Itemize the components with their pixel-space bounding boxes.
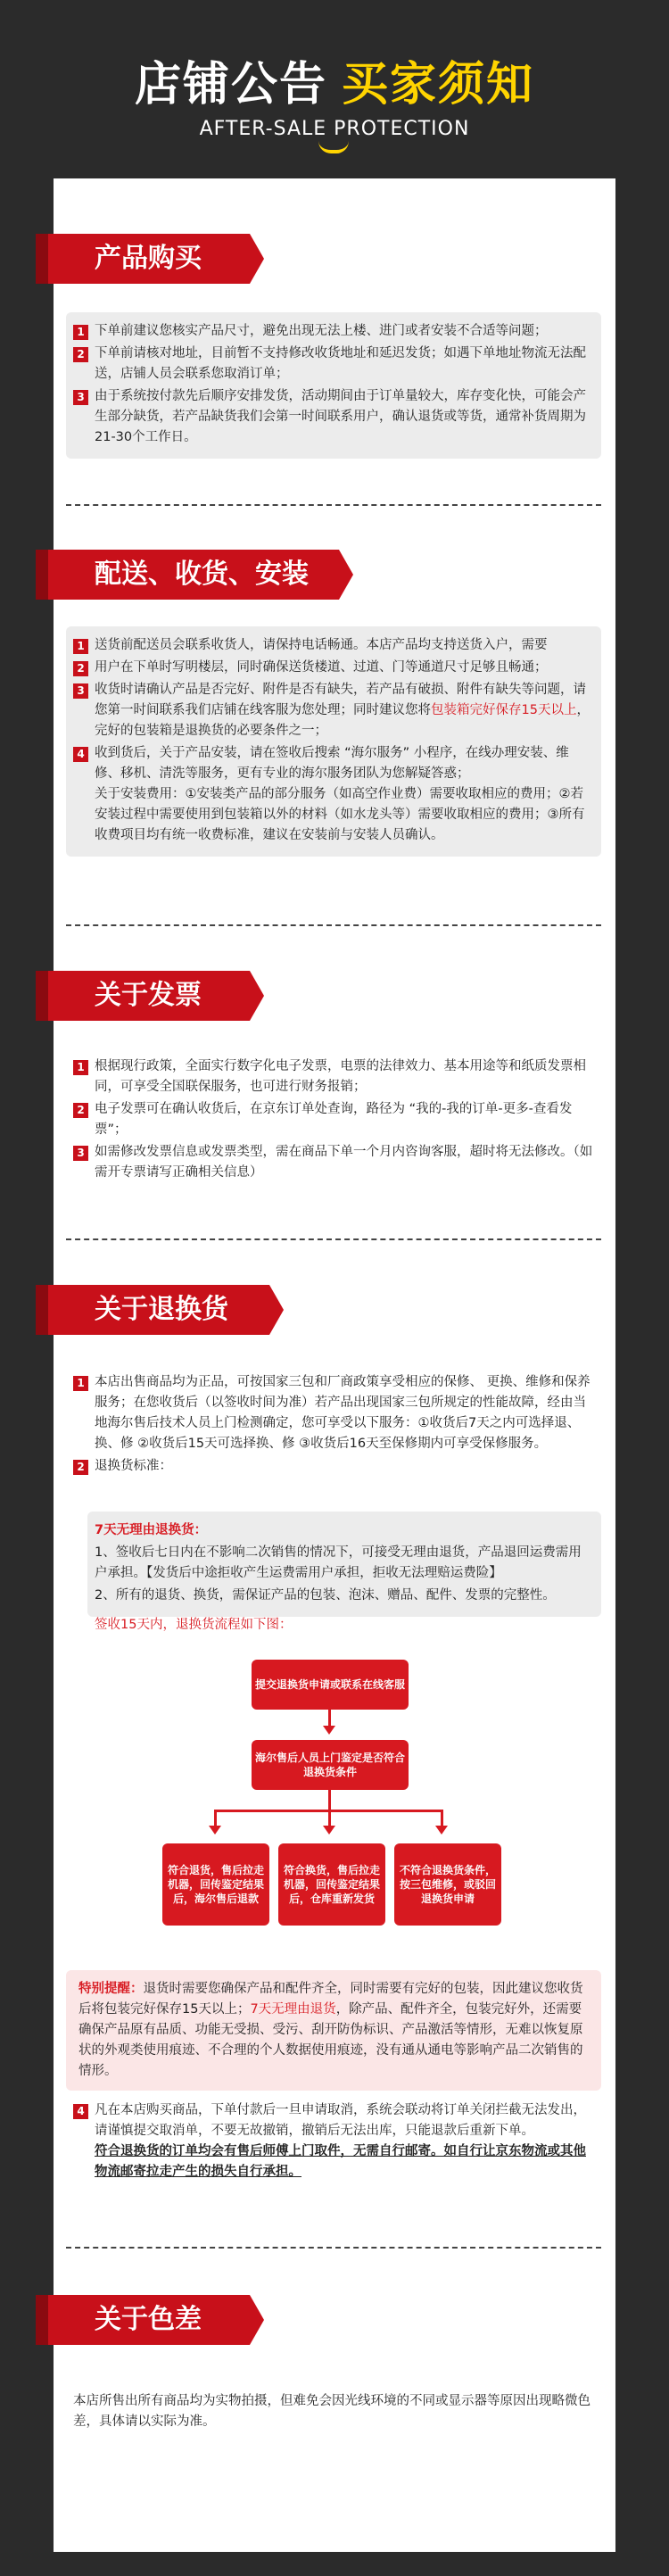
arrow-down-icon bbox=[323, 1726, 335, 1735]
flow-step-apply: 提交退换货申请或联系在线客服 bbox=[252, 1660, 409, 1710]
list-item: 4 收到货后，关于产品安装，请在签收后搜索 “海尔服务” 小程序，在线办理安装、维修、移机、清洗等服务，更有专业的海尔服务团队为您解疑答惑； 关于安装费用：①安装类产品的部分服务（如高空作业费）需要收取相应的费用；②若安装过程中需要使用到包装箱以外的材料（如水龙头等）需要收取相应的费用；③所有收费项目均有统一收费标准，建议在安装前与安装人员确认。 bbox=[73, 743, 594, 846]
header bbox=[0, 0, 669, 170]
number-badge: 1 bbox=[73, 1376, 88, 1391]
flow-caption: 签收15天内，退换货流程如下图： bbox=[95, 1618, 293, 1632]
list-item: 1 根据现行政策，全面实行数字化电子发票，电票的法律效力、基本用途等和纸质发票相同，可享受全国联保服务，也可进行财务报销； bbox=[73, 1056, 594, 1097]
divider bbox=[66, 924, 601, 926]
color-text: 本店所售出所有商品均为实物拍摄，但难免会因光线环境的不同或显示器等原因出现略微色差，具体请以实际为准。 bbox=[73, 2394, 591, 2429]
section-title-color: 关于色差 bbox=[36, 2295, 250, 2345]
section-title-delivery: 配送、收货、安装 bbox=[36, 550, 339, 600]
list-item: 2 电子发票可在确认收货后，在京东订单处查询，路径为 “我的-我的订单-更多-查看发票”； bbox=[73, 1099, 594, 1140]
number-badge: 2 bbox=[73, 347, 88, 362]
flow-connector bbox=[328, 1810, 331, 1827]
return-flowchart bbox=[66, 1651, 601, 1945]
flow-option-exchange: 符合换货，售后拉走机器，回传鉴定结果后，仓库重新发货 bbox=[278, 1843, 385, 1926]
page-title bbox=[0, 46, 669, 113]
invoice-list bbox=[66, 1053, 601, 1189]
return-standards-box bbox=[87, 1512, 601, 1617]
number-badge: 1 bbox=[73, 325, 88, 340]
number-badge: 2 bbox=[73, 661, 88, 676]
divider bbox=[66, 504, 601, 506]
list-item: 3 由于系统按付款先后顺序安排发货，活动期间由于订单量较大，库存变化快，可能会产生部分缺货，若产品缺货我们会第一时间联系用户，确认退货或等货，通常补货周期为21-30个工作日。 bbox=[73, 386, 594, 448]
flow-caption-row bbox=[87, 1611, 623, 1641]
arrow-down-icon bbox=[323, 1826, 335, 1835]
title-white: 店铺公告 bbox=[134, 58, 327, 112]
number-badge: 2 bbox=[73, 1103, 88, 1118]
list-item: 1 本店出售商品均为正品，可按国家三包和厂商政策享受相应的保修、 更换、维修和保养服务；在您收货后（以签收时间为准）若产品出现国家三包所规定的性能故障，经由当地海尔售后技术人员上门检测确定，您可享受以下服务：①收货后7天之内可选择退、换、修 ②收货后15天可选择换、修 ③收货后16天至保修期内可享受保修服务。 bbox=[73, 1372, 594, 1454]
list-item: 2 用户在下单时写明楼层，同时确保送货楼道、过道、门等通道尺寸足够且畅通； bbox=[73, 658, 594, 678]
divider bbox=[66, 2247, 601, 2249]
smile-icon bbox=[318, 141, 349, 153]
divider bbox=[66, 1238, 601, 1240]
number-badge: 3 bbox=[73, 683, 88, 699]
list-item: 1 下单前建议您核实产品尺寸，避免出现无法上楼、进门或者安装不合适等问题； bbox=[73, 321, 594, 342]
number-badge: 1 bbox=[73, 1060, 88, 1075]
flow-connector bbox=[214, 1810, 217, 1827]
returns-list bbox=[66, 1369, 601, 1482]
arrow-down-icon bbox=[209, 1826, 221, 1835]
section-title-returns: 关于退换货 bbox=[36, 1285, 269, 1335]
arrow-down-icon bbox=[435, 1826, 448, 1835]
returns-list-cont bbox=[66, 2097, 601, 2188]
list-item: 2 退换货标准： bbox=[73, 1456, 594, 1477]
special-notice: 特别提醒：退货时需要您确保产品和配件齐全，同时需要有完好的包装，因此建议您收货后将包装完好保存15天以上；7天无理由退货，除产品、配件齐全，包装完好外，还需要确保产品原有品质、功能无受损、受污、刮开防伪标识、产品激活等情形，无难以恢复原状的外观类使用痕迹、不合理的个人数据使用痕迹，没有通从通电等影响产品二次销售的情形。 bbox=[66, 1970, 601, 2091]
purchase-box bbox=[66, 312, 601, 459]
delivery-box bbox=[66, 626, 601, 857]
number-badge: 4 bbox=[73, 2104, 88, 2119]
section-title-invoice: 关于发票 bbox=[36, 971, 250, 1021]
flow-option-reject: 不符合退换货条件，按三包维修，或驳回退换货申请 bbox=[394, 1843, 501, 1926]
color-note bbox=[66, 2388, 601, 2438]
section-title-purchase: 产品购买 bbox=[36, 234, 250, 284]
number-badge: 3 bbox=[73, 390, 88, 405]
list-item: 3 收货时请确认产品是否完好、附件是否有缺失，若产品有破损、附件有缺失等问题，请您第一时间联系我们店铺在线客服为您处理；同时建议您将包装箱完好保存15天以上，完好的包装箱是退换货的必要条件之一； bbox=[73, 680, 594, 741]
flow-option-refund: 符合退货，售后拉走机器，回传鉴定结果后，海尔售后退款 bbox=[162, 1843, 269, 1926]
list-item: 1 送货前配送员会联系收货人，请保持电话畅通。本店产品均支持送货入户，需要 bbox=[73, 635, 594, 656]
content-card bbox=[54, 178, 615, 2552]
list-item: 2 下单前请核对地址，目前暂不支持修改收货地址和延迟发货；如遇下单地址物流无法配送，店铺人员会联系您取消订单； bbox=[73, 344, 594, 385]
number-badge: 2 bbox=[73, 1460, 88, 1475]
list-item: 3 如需修改发票信息或发票类型，需在商品下单一个月内咨询客服，超时将无法修改。（如需开专票请写正确相关信息） bbox=[73, 1142, 594, 1183]
number-badge: 3 bbox=[73, 1146, 88, 1161]
flow-connector bbox=[328, 1710, 331, 1727]
flow-step-inspect: 海尔售后人员上门鉴定是否符合退换货条件 bbox=[252, 1740, 409, 1790]
rule-item: 2、所有的退货、换货，需保证产品的包装、泡沫、赠品、配件、发票的完整性。 bbox=[95, 1588, 556, 1603]
seven-day-label: 7天无理由退换货： bbox=[95, 1523, 208, 1537]
number-badge: 1 bbox=[73, 639, 88, 654]
page-subtitle: AFTER-SALE PROTECTION bbox=[199, 118, 470, 140]
flow-connector bbox=[328, 1790, 331, 1810]
flow-connector bbox=[441, 1810, 443, 1827]
title-yellow: 买家须知 bbox=[342, 58, 535, 112]
rule-item: 1、签收后七日内在不影响二次销售的情况下，可接受无理由退货，产品退回运费需用户承担。【发货后中途拒收产生运费需用户承担，拒收无法理赔运费险】 bbox=[95, 1545, 582, 1580]
number-badge: 4 bbox=[73, 747, 88, 762]
list-item: 4 凡在本店购买商品，下单付款后一旦申请取消，系统会联动将订单关闭拦截无法发出，请谨慎提交取消单，不要无故撤销，撤销后无法出库，只能退款后重新下单。 符合退换货的订单均会有售后师傅上门取件，无需自行邮寄。如自行让京东物流或其他物流邮寄拉走产生的损失自行承担。 bbox=[73, 2100, 594, 2183]
